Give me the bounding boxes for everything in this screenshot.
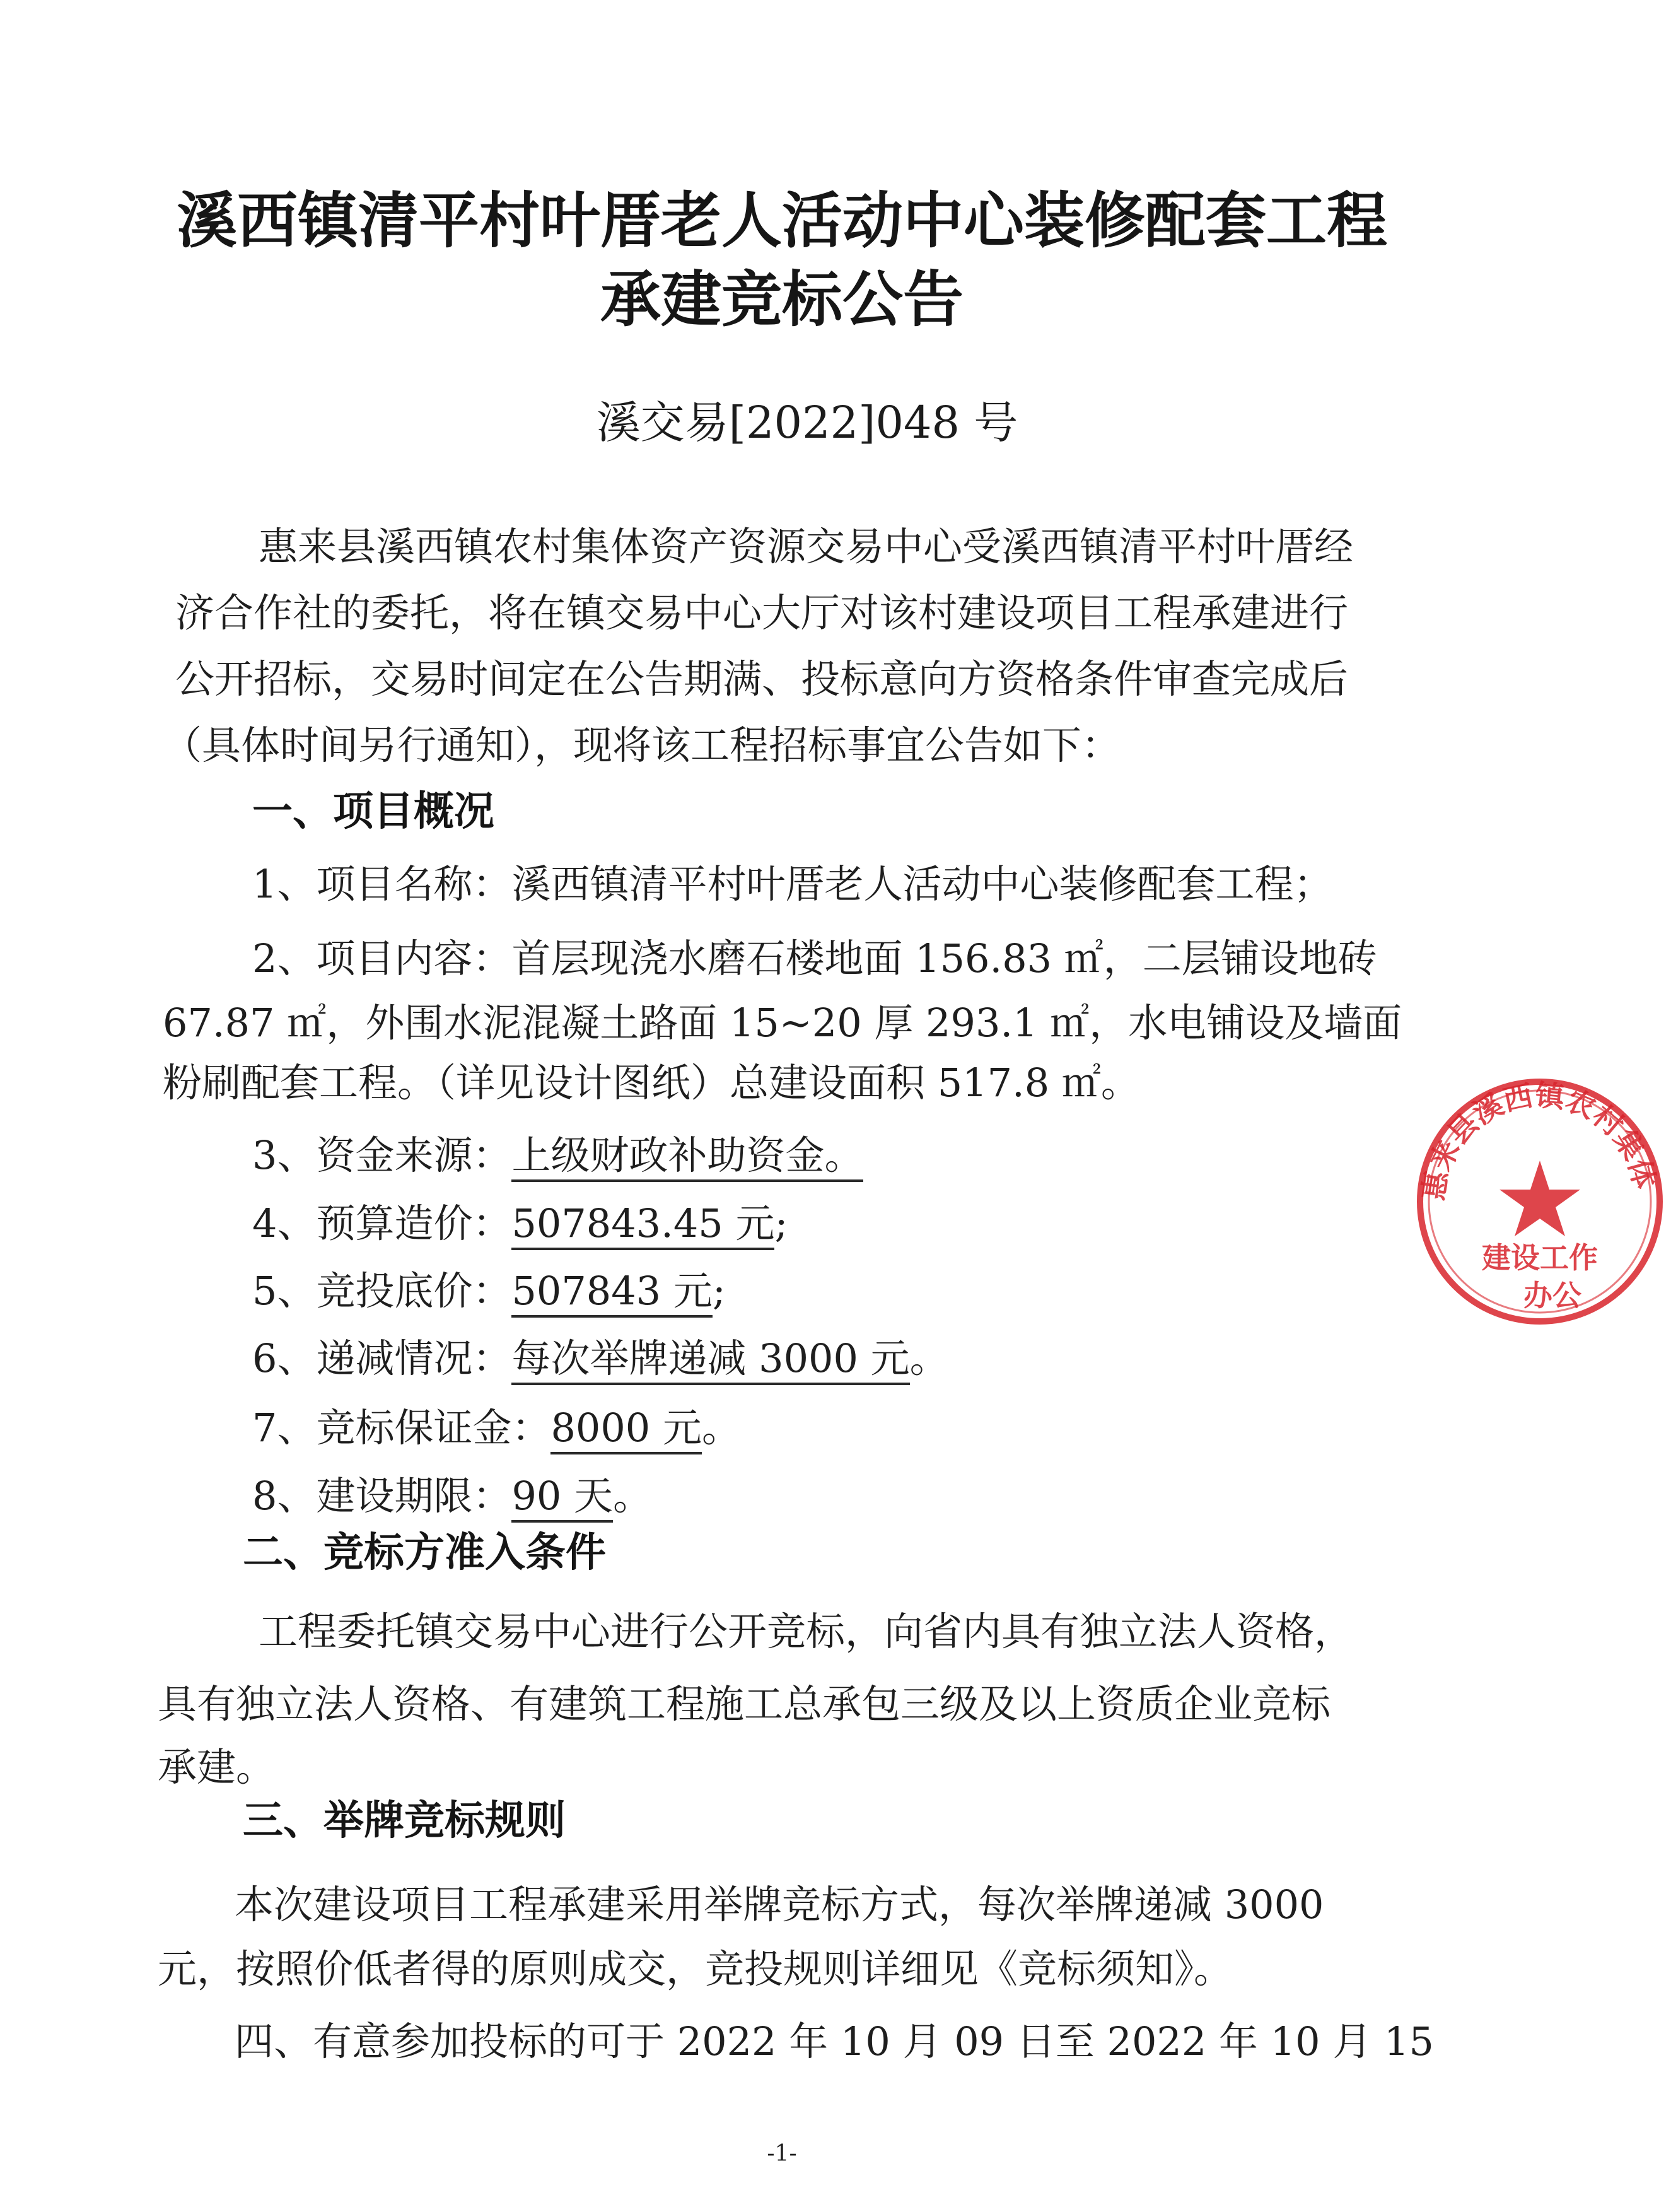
page-number: -1-: [767, 2141, 797, 2167]
section-3-line-1: 本次建设项目工程承建采用举牌竞标方式，每次举牌递减 3000: [235, 1881, 1324, 1928]
section-4-line: 四、有意参加投标的可于 2022 年 10 月 09 日至 2022 年 10 月 15: [235, 2018, 1434, 2064]
item-2-line-2: 67.87 ㎡，外围水泥混凝土路面 15~20 厚 293.1 ㎡，水电铺设及墙面: [163, 1000, 1402, 1046]
seal-bottom-text: 办公: [1523, 1279, 1581, 1313]
item-6-tail: 。: [909, 1335, 949, 1381]
section-2-line-1: 工程委托镇交易中心进行公开竞标，向省内具有独立法人资格，: [259, 1608, 1354, 1654]
item-4-label: 4、预算造价：: [252, 1200, 512, 1246]
seal-star-icon: [1499, 1161, 1580, 1236]
title-line-2: 承建竞标公告: [600, 264, 964, 335]
item-6-label: 6、递减情况：: [252, 1335, 512, 1381]
intro-line-1: 惠来县溪西镇农村集体资产资源交易中心受溪西镇清平村叶厝经: [259, 524, 1354, 570]
seal-inner-text: 建设工作: [1482, 1241, 1598, 1275]
intro-line-4: （具体时间另行通知），现将该工程招标事宜公告如下：: [163, 722, 1121, 768]
item-4-tail: ;: [774, 1200, 788, 1246]
item-8-value: 90 天: [511, 1473, 613, 1523]
item-2-line-1: 2、项目内容：首层现浇水磨石楼地面 156.83 ㎡，二层铺设地砖: [252, 935, 1377, 981]
document-number: 溪交易[2022]048 号: [596, 397, 1018, 448]
item-5-label: 5、竞投底价：: [252, 1268, 512, 1314]
item-8-duration: [252, 1470, 1198, 1523]
section-1-heading: 一、项目概况: [252, 788, 494, 835]
section-3-line-2: 元，按照价低者得的原则成交，竞投规则详细见《竞标须知》。: [158, 1946, 1233, 1992]
item-3-funding: [252, 1129, 1198, 1182]
item-8-label: 8、建设期限：: [252, 1473, 512, 1519]
item-7-label: 7、竞标保证金：: [252, 1405, 551, 1451]
item-1-project-name: 1、项目名称：溪西镇清平村叶厝老人活动中心装修配套工程；: [252, 861, 1333, 907]
item-3-label: 3、资金来源：: [252, 1132, 512, 1178]
section-2-line-3: 承建。: [158, 1744, 276, 1790]
item-6-decrement: [252, 1332, 1198, 1385]
title-line-1: 溪西镇清平村叶厝老人活动中心装修配套工程: [177, 185, 1387, 256]
item-8-tail: 。: [613, 1473, 653, 1519]
section-2-heading: 二、竞标方准入条件: [243, 1530, 606, 1576]
item-5-value: 507843 元: [511, 1268, 712, 1318]
official-seal: [1406, 1066, 1663, 1337]
section-2-line-2: 具有独立法人资格、有建筑工程施工总承包三级及以上资质企业竞标: [158, 1681, 1331, 1727]
item-2-line-3: 粉刷配套工程。（详见设计图纸）总建设面积 517.8 ㎡。: [163, 1060, 1140, 1106]
seal-stamp-icon: [1406, 1066, 1671, 1337]
section-3-heading: 三、举牌竞标规则: [243, 1798, 566, 1844]
intro-line-2: 济合作社的委托，将在镇交易中心大厅对该村建设项目工程承建进行: [175, 590, 1349, 636]
item-7-value: 8000 元: [550, 1405, 702, 1454]
item-7-deposit: [252, 1402, 1198, 1454]
item-5-floor-price: [252, 1265, 1198, 1318]
item-7-tail: 。: [701, 1405, 741, 1451]
item-4-budget: [252, 1197, 1198, 1250]
item-6-value: 每次举牌递减 3000 元: [511, 1335, 909, 1385]
seal-ring-text: 惠来县溪西镇农村集体: [1416, 1077, 1663, 1203]
item-5-tail: ;: [712, 1268, 726, 1314]
item-4-value: 507843.45 元: [511, 1200, 774, 1250]
item-3-value: 上级财政补助资金。: [511, 1132, 863, 1182]
intro-line-3: 公开招标，交易时间定在公告期满、投标意向方资格条件审查完成后: [175, 656, 1349, 702]
